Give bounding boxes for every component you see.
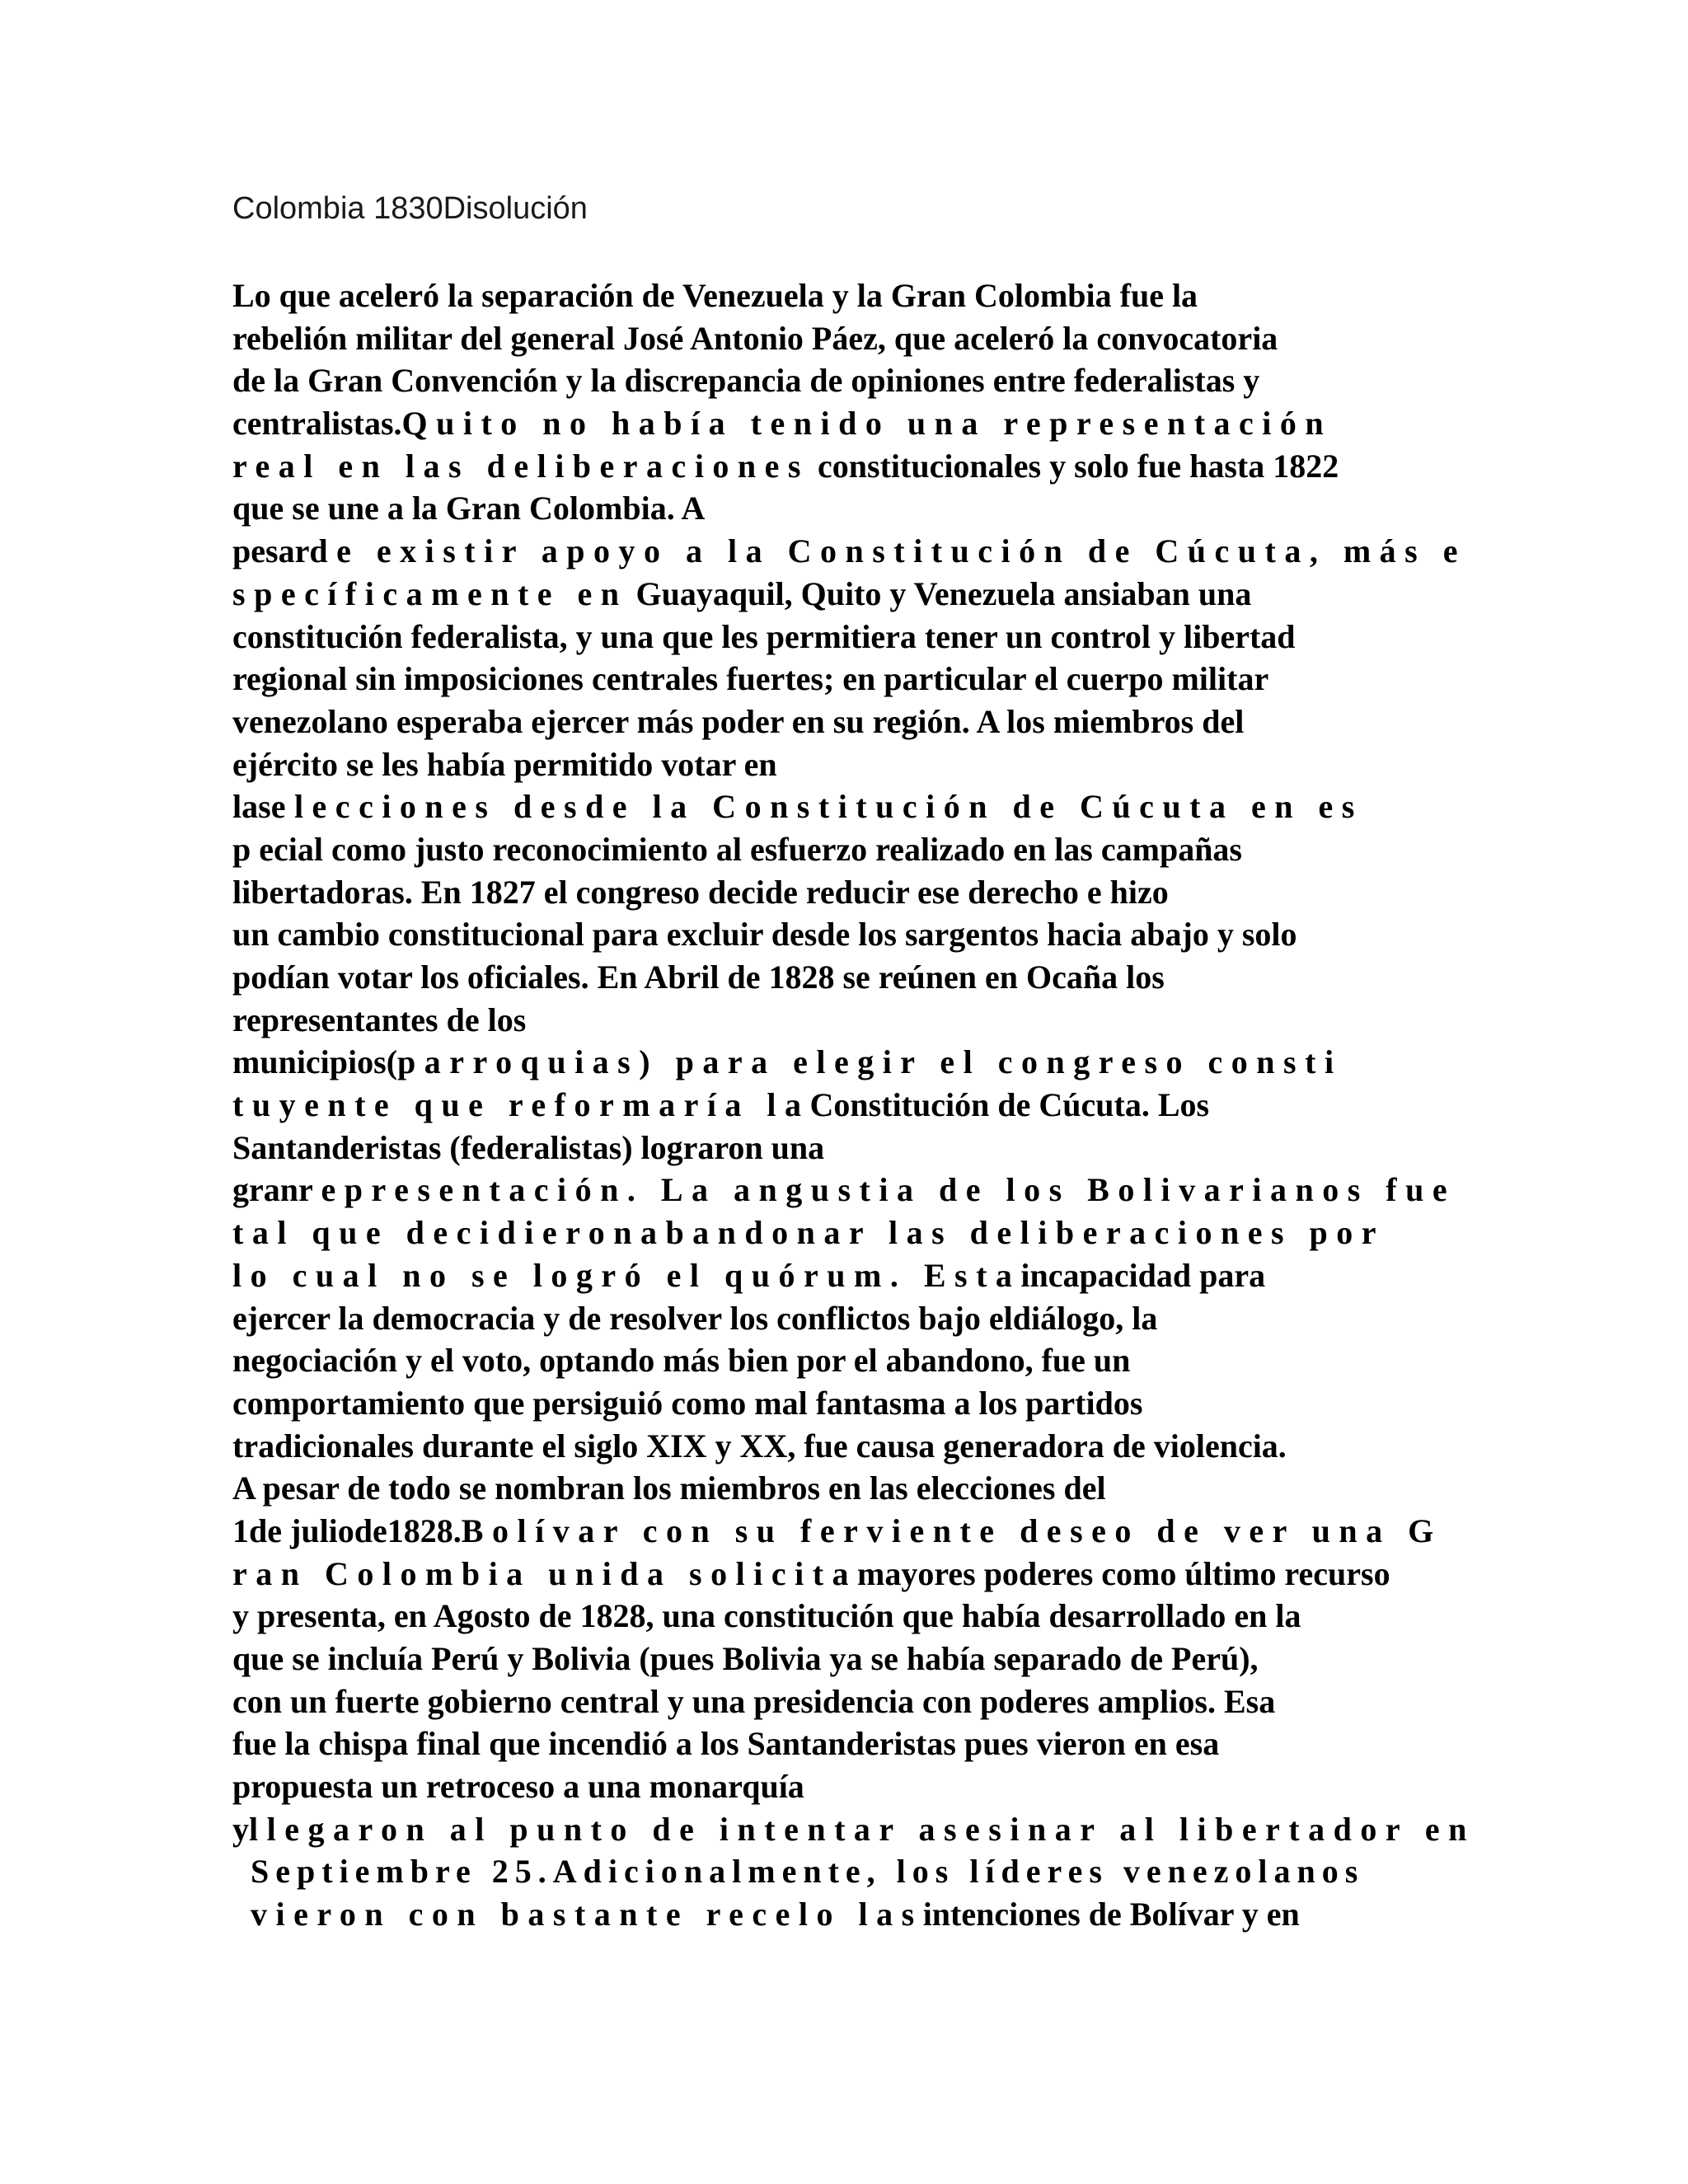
- text-line: ejército se les había permitido votar en: [232, 745, 777, 783]
- text-line: pesarde existir apoyo a la Constitución de Cúcuta, más e: [232, 532, 1466, 570]
- text-line: con un fuerte gobierno central y una presidencia con poderes amplios. Esa: [232, 1682, 1276, 1720]
- text-line: ran Colombia unida solicitamayores poderes como último recurso: [232, 1554, 1390, 1592]
- text-line: real en las deliberaciones constitucionales y solo fue hasta 1822: [232, 447, 1339, 485]
- text-line: Septiembre 25.Adicionalmente, los líderes venezolanos: [251, 1853, 1365, 1891]
- text-line: un cambio constitucional para excluir desde los sargentos hacia abajo y solo: [232, 916, 1297, 954]
- text-line: tal que decidieronabandonar las deliberaciones por: [232, 1214, 1386, 1252]
- text-line: ejercer la democracia y de resolver los conflictos bajo eldiálogo, la: [232, 1299, 1158, 1337]
- text-line: representantes de los: [232, 1001, 527, 1038]
- text-line: Lo que aceleró la separación de Venezuela y la Gran Colombia fue la: [232, 277, 1198, 314]
- document-header: Colombia 1830Disolución: [232, 191, 588, 226]
- text-line: A pesar de todo se nombran los miembros en las elecciones del: [232, 1469, 1106, 1507]
- text-line: constitución federalista, y una que les permitiera tener un control y libertad: [232, 617, 1296, 655]
- text-line: venezolano esperaba ejercer más poder en su región. A los miembros del: [232, 702, 1245, 740]
- text-line: granrepresentación. La angustia de los Bolivarianos fue: [232, 1171, 1456, 1209]
- text-line: de la Gran Convención y la discrepancia de opiniones entre federalistas y: [232, 362, 1260, 400]
- text-line: rebelión militar del general José Antonio Páez, que aceleró la convocatoria: [232, 319, 1278, 357]
- text-line: tradicionales durante el siglo XIX y XX, fue causa generadora de violencia.: [232, 1427, 1287, 1465]
- text-line: municipios(parroquias) para elegir el congreso consti: [232, 1043, 1343, 1081]
- text-line: que se incluía Perú y Bolivia (pues Bolivia ya se había separado de Perú),: [232, 1640, 1259, 1677]
- text-line: negociación y el voto, optando más bien por el abandono, fue un: [232, 1342, 1131, 1380]
- text-line: que se une a la Gran Colombia. A: [232, 490, 706, 527]
- text-line: fue la chispa final que incendió a los Santanderistas pues vieron en esa: [232, 1725, 1220, 1763]
- text-line: libertadoras. En 1827 el congreso decide reducir ese derecho e hizo: [232, 873, 1169, 911]
- text-line: lo cual no se logró el quórum. Estaincapacidad para: [232, 1256, 1266, 1294]
- document-body: [232, 274, 1475, 1936]
- text-line: vieron con bastante recelo lasintenciones de Bolívar y en: [251, 1896, 1300, 1933]
- text-line: y presenta, en Agosto de 1828, una constitución que había desarrollado en la: [232, 1597, 1301, 1635]
- text-line: Santanderistas (federalistas) lograron una: [232, 1128, 825, 1166]
- text-line: 1de juliode1828.Bolívar con su ferviente deseo de ver una G: [232, 1511, 1442, 1549]
- text-line: centralistas.Quito no había tenido una representación: [232, 405, 1333, 443]
- text-line: podían votar los oficiales. En Abril de 1828 se reúnen en Ocaña los: [232, 958, 1165, 996]
- text-line: yllegaron al punto de intentar asesinar al libertador en: [232, 1810, 1475, 1848]
- text-line: propuesta un retroceso a una monarquía: [232, 1768, 804, 1806]
- text-line: regional sin imposiciones centrales fuertes; en particular el cuerpo militar: [232, 660, 1269, 698]
- text-line: laselecciones desde la Constitución de Cúcuta en es: [232, 788, 1363, 826]
- text-line: tuyente que reformaría laConstitución de Cúcuta. Los: [232, 1086, 1210, 1124]
- text-line: specíficamente en Guayaquil, Quito y Venezuela ansiaban una: [232, 574, 1252, 612]
- text-line: p ecial como justo reconocimiento al esfuerzo realizado en las campañas: [232, 830, 1242, 868]
- text-line: comportamiento que persiguió como mal fantasma a los partidos: [232, 1384, 1143, 1422]
